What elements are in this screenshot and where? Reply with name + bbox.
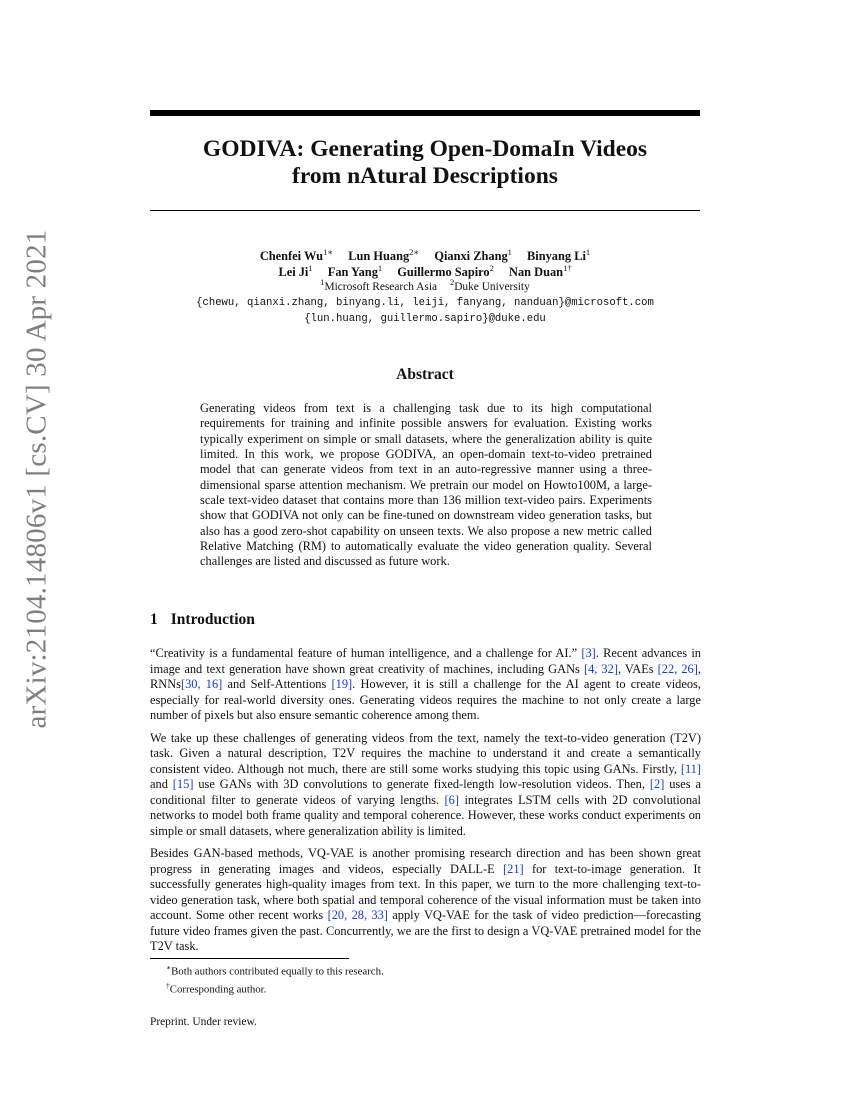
citation-link[interactable]: [11] — [680, 761, 701, 776]
email-microsoft[interactable]: {chewu, qianxi.zhang, binyang.li, leiji, fanyang, nanduan}@microsoft.com — [196, 297, 654, 309]
footnotes — [150, 961, 700, 997]
introduction-body — [150, 646, 701, 962]
title-bottom-rule — [150, 210, 700, 211]
citation-link[interactable]: [3] — [581, 646, 596, 660]
section-number: 1 — [150, 611, 158, 628]
abstract-text: Generating videos from text is a challenging task due to its high computational requirements for training and infinite possible answers for evaluation. Existing works typically experiment on simple or small datasets, where the generalization ability is quite limited. In this work, we propose GODIVA, an open-domain text-to-video pretrained model that can generate videos from text in an auto-regressive manner using a three-dimensional sparse attention mechanism. We pretrain our model on Howto100M, a large-scale text-video dataset that contains more than 136 million text-video pairs. Experiments show that GODIVA not only can be fine-tuned on downstream video generation tasks, but also has a good zero-shot capability on unseen texts. We also propose a new metric called Relative Matching (RM) to automatically evaluate the video generation quality. Several challenges are listed and discussed as future work. — [200, 401, 652, 569]
author: Lei Ji$^1$ — [278, 262, 313, 279]
author: Binyang Li$^1$ — [527, 246, 591, 263]
author: Nan Duan$^{1\dagger}$ — [509, 262, 572, 279]
citation-link[interactable]: [15] — [172, 777, 194, 791]
abstract-heading: Abstract — [396, 366, 454, 383]
author-row-2 — [150, 264, 700, 280]
title-line-1: GODIVA: Generating Open-DomaIn Videos — [202, 136, 648, 162]
title-top-rule — [150, 110, 700, 116]
citation-link[interactable]: [19] — [331, 677, 353, 691]
paper-title — [150, 136, 700, 190]
footnote-rule — [150, 958, 349, 959]
author: Qianxi Zhang$^1$ — [434, 246, 512, 263]
section-title: Introduction — [170, 611, 255, 628]
paragraph-2: We take up these challenges of generating videos from the text, namely the text-to-video generation (T2V) task. Given a natural description, T2V requires the machine to understand it and create a semantically consistent video. Although not much, there are still some works studying this topic using GANs. Firstly, [11] and [15] use GANs with 3D convolutions to generate fixed-length low-resolution videos. Then, [2] uses a conditional filter to generate videos of varying lengths. [6] integrates LSTM cells with 2D convolutional networks to model both frame quality and temporal coherence. However, these works conduct experiments on simple or small datasets, where generalization ability is limited. — [150, 730, 702, 838]
arxiv-identifier: arXiv:2104.14806v1 [cs.CV] 30 Apr 2021 — [20, 229, 53, 729]
citation-link[interactable]: [2] — [649, 777, 665, 791]
citation-link[interactable]: [30, 16] — [180, 677, 223, 691]
affiliations — [150, 277, 700, 295]
citation-link[interactable]: [6] — [444, 792, 459, 807]
author-row-1 — [150, 248, 700, 264]
email-duke[interactable]: {lun.huang, guillermo.sapiro}@duke.edu — [304, 313, 546, 325]
paragraph-3: Besides GAN-based methods, VQ-VAE is another promising research direction and has been shown great progress in generating images and videos, especially DALL-E [21] for text-to-image generation. It successfully generates high-quality images from text. In this paper, we turn to the more challenging text-to-video generation task, where both spatial and temporal coherence of the visual information must be taken into account. Some other recent works [20, 28, 33] apply VQ-VAE for the task of video prediction—forecasting future video frames given the past. Concurrently, we are the first to design a VQ-VAE pretrained model for the T2V task. — [150, 846, 701, 953]
citation-link[interactable]: [20, 28, 33] — [327, 908, 388, 922]
citation-link[interactable]: [22, 26] — [657, 661, 698, 676]
author: Fan Yang$^1$ — [327, 262, 383, 279]
author: Lun Huang$^{2∗}$ — [348, 246, 420, 263]
affiliation: $^2$Duke University — [449, 277, 530, 293]
citation-link[interactable]: [4, 32] — [583, 661, 618, 676]
section-heading-introduction — [150, 611, 255, 629]
author-block — [150, 248, 700, 327]
citation-link[interactable]: [21] — [503, 861, 524, 876]
author: Chenfei $Wu^{1∗}$ — [259, 246, 334, 263]
footnote-corresponding-author: †Corresponding author. — [166, 981, 267, 996]
footnote-equal-contribution: ∗Both authors contributed equally to this research. — [166, 963, 384, 978]
affiliation: $^1$Microsoft Research Asia — [320, 277, 438, 293]
title-line-2: from nAtural Descriptions — [292, 163, 558, 189]
preprint-footer: Preprint. Under review. — [150, 1016, 257, 1028]
author: Guillermo Sapiro$^2$ — [397, 262, 494, 279]
paragraph-1: “Creativity is a fundamental feature of human intelligence, and a challenge for AI.” [3]. Recent advances in image and text generation have shown great creativity of machines, including GANs [4, 32], VAEs [22, 26], RNNs[30, 16] and Self-Attentions [19]. However, it is still a challenge for the AI agent to create videos, especially for real-world diversity ones. Generating videos requires the machine to not only create a large number of pixels but also ensure semantic coherence among them. — [150, 646, 701, 722]
